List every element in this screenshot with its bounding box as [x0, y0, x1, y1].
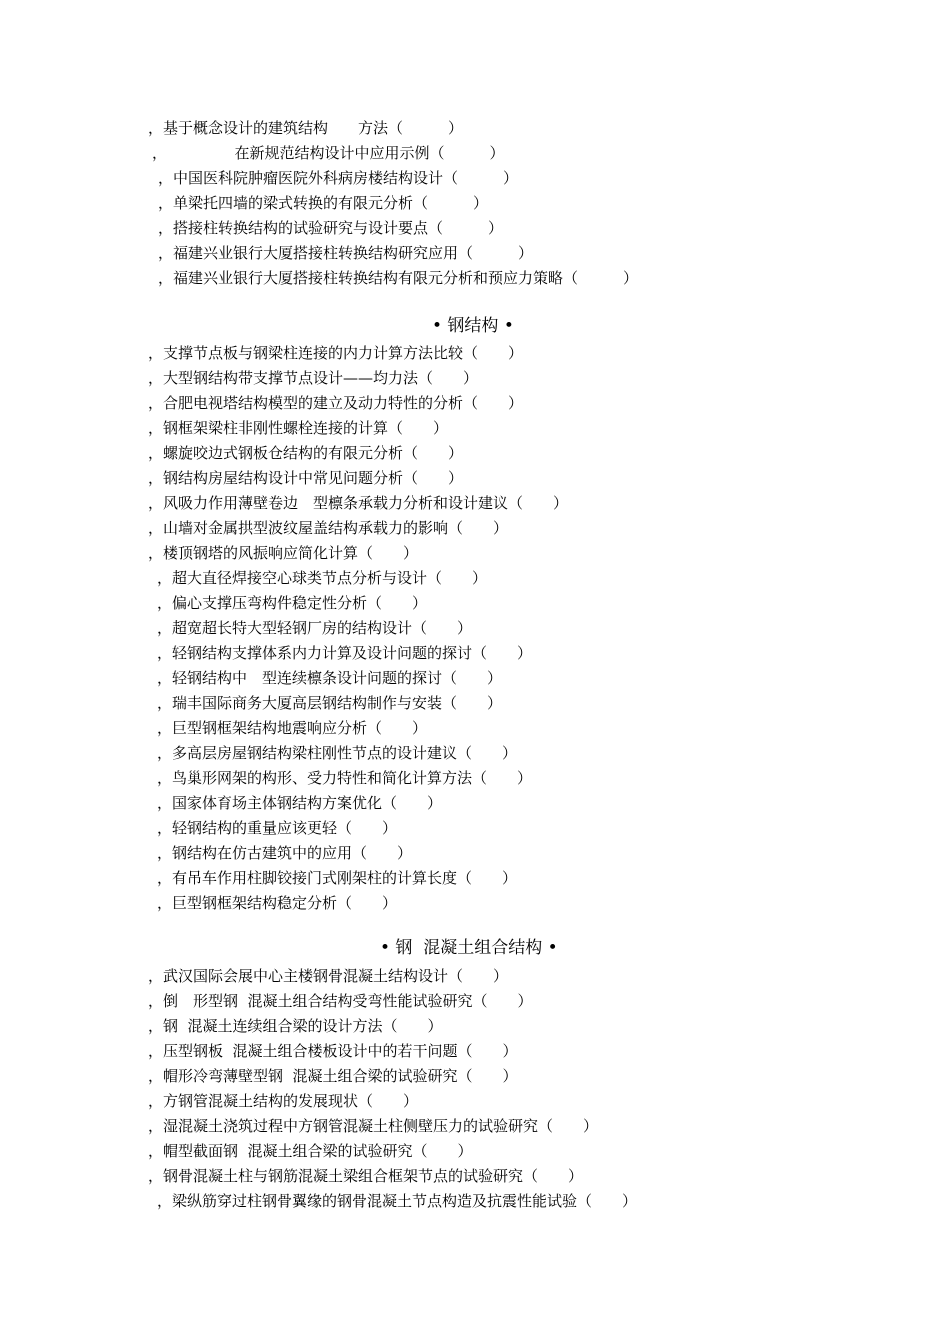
list-item: ，钢结构在仿古建筑中的应用（ ）	[157, 844, 413, 862]
list-item: ，武汉国际会展中心主楼钢骨混凝土结构设计（ ）	[148, 967, 509, 985]
list-item: ，钢结构房屋结构设计中常见问题分析（ ）	[148, 469, 464, 487]
list-item: ，支撑节点板与钢梁柱连接的内力计算方法比较（ ）	[148, 344, 524, 362]
list-item: ，帽形冷弯薄壁型钢 混凝土组合梁的试验研究（ ）	[148, 1067, 518, 1085]
list-item: ，鸟巢形网架的构形、受力特性和简化计算方法（ ）	[157, 769, 533, 787]
list-item: ，梁纵筋穿过柱钢骨翼缘的钢骨混凝土节点构造及抗震性能试验（ ）	[157, 1192, 638, 1210]
list-item: ，帽型截面钢 混凝土组合梁的试验研究（ ）	[148, 1142, 473, 1160]
list-item: ，方钢管混凝土结构的发展现状（ ）	[148, 1092, 419, 1110]
list-item: ，山墙对金属拱型波纹屋盖结构承载力的影响（ ）	[148, 519, 509, 537]
list-item: ，大型钢结构带支撑节点设计——均力法（ ）	[148, 369, 479, 387]
list-item: ，巨型钢框架结构稳定分析（ ）	[157, 894, 398, 912]
list-item: ，螺旋咬边式钢板仓结构的有限元分析（ ）	[148, 444, 464, 462]
list-item: ，福建兴业银行大厦搭接柱转换结构研究应用（ ）	[158, 244, 534, 262]
list-item: ，基于概念设计的建筑结构 方法（ ）	[148, 119, 464, 137]
list-item: ，偏心支撑压弯构件稳定性分析（ ）	[157, 594, 428, 612]
list-item: ，轻钢结构中 型连续檩条设计问题的探讨（ ）	[157, 669, 503, 687]
list-item: ，超宽超长特大型轻钢厂房的结构设计（ ）	[157, 619, 473, 637]
list-item: ，轻钢结构支撑体系内力计算及设计问题的探讨（ ）	[157, 644, 533, 662]
list-item: ，钢框架梁柱非刚性螺栓连接的计算（ ）	[148, 419, 449, 437]
list-item: ，福建兴业银行大厦搭接柱转换结构有限元分析和预应力策略（ ）	[158, 269, 639, 287]
section-heading-steel: • 钢结构 •	[432, 316, 514, 336]
list-item: ，巨型钢框架结构地震响应分析（ ）	[157, 719, 428, 737]
list-item: ，钢骨混凝土柱与钢筋混凝土梁组合框架节点的试验研究（ ）	[148, 1167, 584, 1185]
list-item: ，超大直径焊接空心球类节点分析与设计（ ）	[157, 569, 488, 587]
list-item: ，钢 混凝土连续组合梁的设计方法（ ）	[148, 1017, 443, 1035]
list-item: ，倒 形型钢 混凝土组合结构受弯性能试验研究（ ）	[148, 992, 533, 1010]
list-item: ，国家体育场主体钢结构方案优化（ ）	[157, 794, 443, 812]
list-item: ，合肥电视塔结构模型的建立及动力特性的分析（ ）	[148, 394, 524, 412]
list-item: ，风吸力作用薄壁卷边 型檩条承载力分析和设计建议（ ）	[148, 494, 569, 512]
list-item: ，轻钢结构的重量应该更轻（ ）	[157, 819, 398, 837]
list-item: ，湿混凝土浇筑过程中方钢管混凝土柱侧壁压力的试验研究（ ）	[148, 1117, 599, 1135]
list-item: ，单梁托四墙的梁式转换的有限元分析（ ）	[158, 194, 489, 212]
list-item: ，有吊车作用柱脚铰接门式刚架柱的计算长度（ ）	[157, 869, 518, 887]
list-item: ，楼顶钢塔的风振响应简化计算（ ）	[148, 544, 419, 562]
section-heading-composite: • 钢 混凝土组合结构 •	[380, 938, 558, 958]
list-item: ，瑞丰国际商务大厦高层钢结构制作与安装（ ）	[157, 694, 503, 712]
list-item: ，中国医科院肿瘤医院外科病房楼结构设计（ ）	[158, 169, 519, 187]
list-item: ，压型钢板 混凝土组合楼板设计中的若干问题（ ）	[148, 1042, 518, 1060]
list-item: ，搭接柱转换结构的试验研究与设计要点（ ）	[158, 219, 504, 237]
list-item: ，多高层房屋钢结构梁柱刚性节点的设计建议（ ）	[157, 744, 518, 762]
list-item: ， 在新规范结构设计中应用示例（ ）	[152, 144, 505, 162]
